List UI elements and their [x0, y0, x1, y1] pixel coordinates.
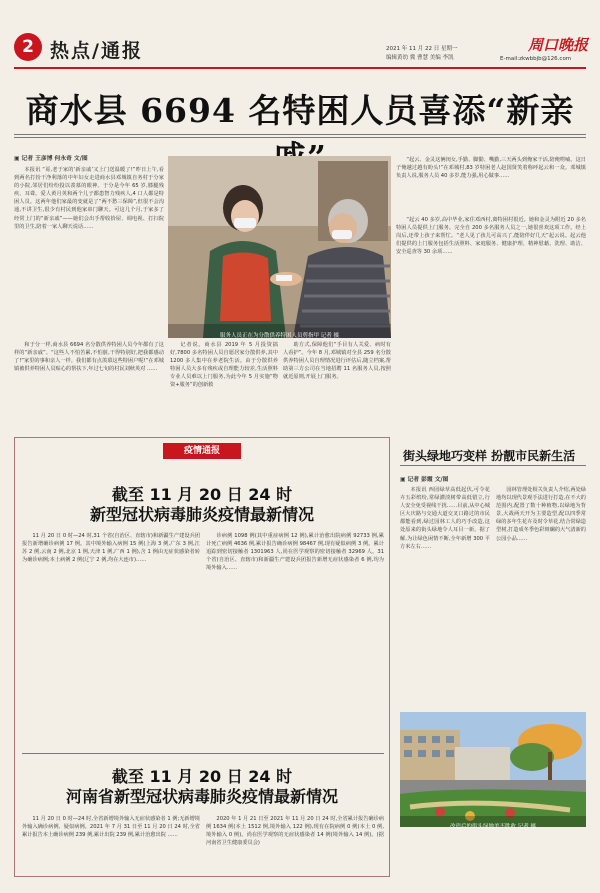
main-article-col3b-text: 助方式,保障他们“手目有人关爱、病时有人看护”。今年 8 月,邓城镇对全县 259 名分散供养特困人员自理情况进行评估后,随立档案,帮助第三方公司在当地招聘 11 名服务人员,按照就近原则,开展上门服务。	[283, 342, 391, 381]
green-plaza-photo-illustration	[400, 712, 586, 827]
covid-headline-henan-line2: 河南省新型冠状病毒肺炎疫情最新情况	[65, 787, 338, 806]
main-headline: 商水县 6694 名特困人员喜添“新亲	[25, 91, 575, 130]
covid-headline-henan-line1: 截至 11 月 20 日 24 时	[111, 767, 293, 786]
headline-divider	[14, 134, 586, 135]
right-article-col1-text: 本报讯 西园绿草高低起伏,可令花卉五彩缤纷,常绿灌淡树带高低错立,行人安全免受视线干扰……目前,从中心城区大庆路与交通大道交叉口路过的市民都能看到,绿过园林工人的巧手改造,这处原来的街头绿地令人耳目一新。据了解,为让绿色闲情不断,全年新增 300 平方米左右……	[400, 487, 490, 550]
right-headline: 街头绿地巧变样 扮靓市民新生活	[403, 449, 576, 463]
covid-headline-national	[14, 485, 390, 525]
right-byline-text: 记者 彭霞 文/图	[407, 477, 449, 483]
section-title: 热点/通报	[50, 40, 143, 62]
main-article-col4	[396, 156, 586, 212]
main-article-col2-text: 和于分一样,商水县 6694 名分散供养特困人员今年都有了这样的“新亲戚”。“这些人不怕苦累,不怕脏,干得特别好,把我都感动了!”家里的事和亲人一样。我们都有点羡慕这些特困户呢!”在邓城镇被供养特困人员贴心的帮扶下,年过七旬的村民刘秋英对 ……	[14, 342, 164, 373]
caregiver-photo	[168, 156, 391, 338]
right-article-col2	[496, 486, 586, 706]
main-article-col4-text: “起云、金灵这俩闺女,手勤、脚勤、嘴勤,三天两头到俺家干活,陪俺唠嗑。这日子俺越过越有盼头!”在邓城村,83 岁特困老人赵国贤笑着称呼起云和一众。邓城镇负责人说,服务人员 40 多岁,能力强,用心做事……	[396, 157, 586, 180]
main-article-col3a-text: 记者说。商水县 2019 年 5 月投资搞好,7800 多名特困人员自愿居家分散供养,其中 1200 多人集中在养老院生活。由于分散供养特困人员大多有残疾或自理能力较差,生活照料专业人员难以上门服务,为此今年 5 月实施“物资+服务”的创新救	[170, 342, 278, 389]
right-byline: ▣ 记者 彭霞 文/图	[400, 477, 449, 483]
right-article-col1	[400, 486, 490, 706]
main-article-col1	[14, 166, 164, 334]
main-byline-text: 记者 王彦博 何永奇 文/图	[21, 156, 88, 162]
main-article-col5	[396, 216, 586, 426]
main-article-col5-text: “起云 40 多岁,高中毕业,家住邓西村,离特困村很近。她和金灵为附近 20 多名特困人员提供上门服务。完全自 200 多名服务人员之一,她很喜欢这项工作。经上岗后,还带上孩子来帮忙。“老人见了孩儿可高兴了,能陪伴好几天”起云说。起云他们提供的上门服务包括生活照料、家庭服务、健康护理、精神慰藉、洗理、助洁、安全巡查等 30 余项……	[396, 217, 586, 256]
right-headline-divider	[400, 465, 586, 466]
covid-tag: 疫情通报	[163, 443, 241, 459]
covid-headline-national-line1: 截至 11 月 20 日 24 时	[111, 485, 293, 504]
main-article-col3b	[283, 341, 391, 425]
newspaper-logo: 周口晚报	[528, 36, 589, 54]
covid-divider	[22, 753, 384, 754]
issue-date: 2021 年 11 月 22 日 星期一	[386, 46, 458, 52]
right-article-col2-text: 园林管理处相关负责人介绍,两处绿地均以现代景观手法进行打造,在不大的范围内,配置了数十种植物,以绿地为背景,大战两天开为主要造型,配以四季常绿的多年生花卉及时令草花,结合常绿造型树,打造成冬季色彩斑斓的大气清新的公园小品……	[496, 487, 586, 542]
main-article-col1-text: 本报讯 “哥,老于家的‘新亲戚’又上门送温暖了!”昨日上午,看到两名打扮干净利落的中年妇女走进商水县邓城镇自务村于分家的小院,邻居们纷纷投以羡慕的眼神。于分是今年 65 岁,膝腿残疾、耳聋。爱人黄月英和两个儿子都患智力残疾人,4 口人都是特困人员。这两年他们家最的变就是了“两不愁三保障”,但很不会沟通,不讲卫生,很少有村民到他家串门聊天。可这几个月,于家多了经常上门的“新亲戚”——她们会出手帮收拾屋、调电视、打扫院里的卫生,陪着一家人聊天说话……	[14, 167, 164, 230]
main-byline: ▣ 记者 王彦博 何永奇 文/图	[14, 156, 88, 162]
caregiver-photo-illustration	[168, 156, 391, 338]
covid-national-col2	[206, 532, 384, 742]
header-rule	[14, 67, 586, 69]
covid-national-col1-text: 11 月 20 日 0 时—24 时,31 个省(自治区、直辖市)和新疆生产建设兵团报告新增确诊病例 17 例。其中境外输入病例 15 例(上海 3 例,广东 3 例,江苏 2 例,云南 2 例,北京 1 例,天津 1 例,广西 1 例),含 1 例由无症状感染者转为确诊病例;本土病例 2 例(辽宁 2 例,均在大连市)……	[22, 533, 200, 564]
main-article-col3a	[170, 341, 278, 425]
page-number: 2	[14, 33, 42, 61]
headline-divider-2	[14, 137, 586, 138]
header-meta	[386, 45, 457, 63]
covid-national-col1	[22, 532, 200, 742]
editors-credit: 编辑黄幼 冀 曹慧 美编 李凯	[386, 55, 454, 61]
green-plaza-photo	[400, 712, 586, 827]
caregiver-photo-caption: 服务人员正在为分散供养特困人员剪指甲 记者 摄	[220, 333, 339, 339]
covid-national-col2-text: 诊病例 1098 例(其中重症病例 12 例),累计治愈出院病例 92733 例,累计死亡病例 4636 例,累计报告确诊病例 98467 例,现有疑似病例 3 例。累计追踪到密切接触者 1301963 人,尚在医学观察的密切接触者 32969 人。31 个省(自治区、直辖市)和新疆生产建设兵团报告新增无症状感染者 6 例,均为境外输入……	[206, 533, 384, 572]
covid-henan-col2-text: 2020 年 1 月 21 日至 2021 年 11 月 20 日 24 时,全省累计报告确诊病例 1634 例(本土 1512 例,境外输入 122 例),现有在院病例 0 例(本土 0 例,境外输入 0 例)。尚在医学观察的无症状感染者 14 例(境外输入 14 例)。(据河南省卫生健康委员会)	[206, 816, 384, 847]
covid-henan-col1-text: 11 月 20 日 0 时—24 时,全省新增境外输入无症状感染者 1 例;无新增境外输入确诊病例、疑似病例。2021 年 7 月 31 日至 11 月 20 日 24 时,全省累计报告本土确诊病例 239 例,累计出院 239 例,累计治愈出院 ……	[22, 816, 200, 839]
green-plaza-photo-caption: 改造后的街头绿地美不胜收 记者 摄	[450, 824, 536, 830]
covid-headline-national-line2: 新型冠状病毒肺炎疫情最新情况	[89, 505, 314, 524]
covid-henan-col1	[22, 815, 200, 871]
main-article-col2	[14, 341, 164, 425]
covid-headline-henan	[14, 767, 390, 807]
email-address: E-mail:zkwbbjb@126.com	[500, 56, 572, 62]
covid-henan-col2	[206, 815, 384, 871]
